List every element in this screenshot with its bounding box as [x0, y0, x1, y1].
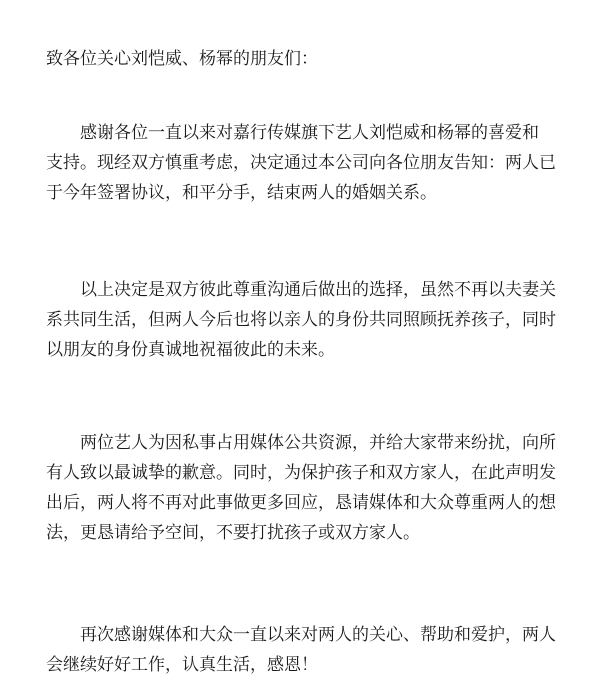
- paragraph-line: 以上决定是双方彼此尊重沟通后做出的选择，虽然不再以夫妻关: [80, 280, 556, 300]
- paragraph-line: 法，更恳请给予空间，不要打扰孩子或双方家人。: [46, 523, 420, 543]
- paragraph-line: 于今年签署协议，和平分手，结束两人的婚姻关系。: [46, 183, 437, 203]
- paragraph-decision: [46, 275, 556, 365]
- paragraph-line: 系共同生活，但两人今后也将以亲人的身份共同照顾抚养孩子，同时: [46, 310, 556, 330]
- paragraph-apology: [46, 428, 556, 548]
- paragraph-thanks: [46, 620, 556, 680]
- paragraph-line: 再次感谢媒体和大众一直以来对两人的关心、帮助和爱护，两人: [80, 625, 556, 645]
- paragraph-line: 以朋友的身份真诚地祝福彼此的未来。: [46, 340, 335, 360]
- paragraph-line: 出后，两人将不再对此事做更多回应，恳请媒体和大众尊重两人的想: [46, 493, 556, 513]
- paragraph-line: 两位艺人为因私事占用媒体公共资源，并给大家带来纷扰，向所: [80, 433, 556, 453]
- paragraph-line: 支持。现经双方慎重考虑，决定通过本公司向各位朋友告知：两人已: [46, 153, 556, 173]
- greeting-line: 致各位关心刘恺威、杨幂的朋友们：: [46, 49, 318, 69]
- paragraph-line: 会继续好好工作，认真生活，感恩！: [46, 655, 318, 675]
- paragraph-line: 感谢各位一直以来对嘉行传媒旗下艺人刘恺威和杨幂的喜爱和: [80, 123, 539, 143]
- paragraph-line: 有人致以最诚挚的歉意。同时，为保护孩子和双方家人，在此声明发: [46, 463, 556, 483]
- paragraph-announcement: [46, 118, 556, 208]
